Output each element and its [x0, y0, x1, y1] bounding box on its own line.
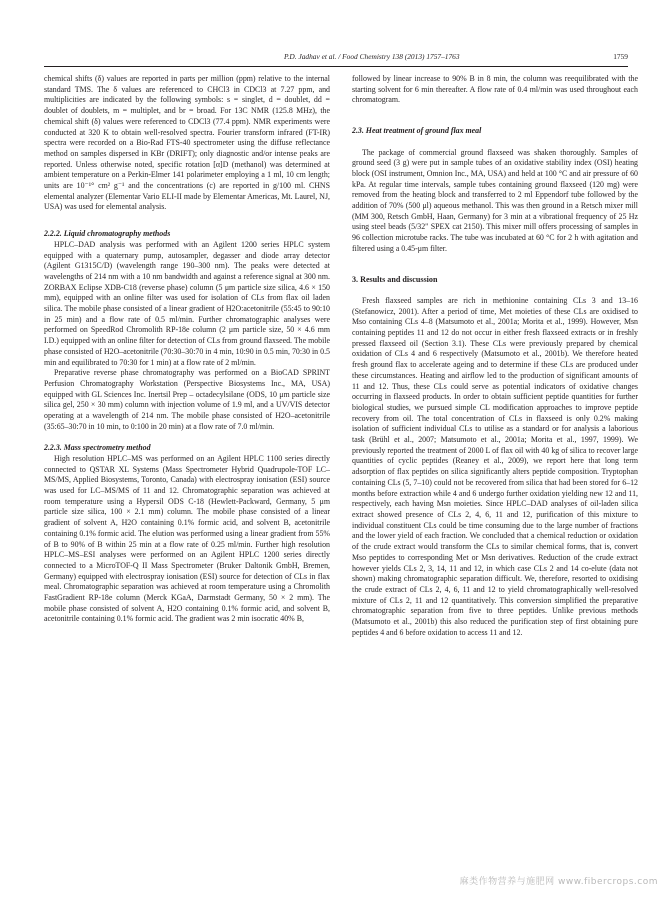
paragraph-results-discussion: Fresh flaxseed samples are rich in methionine containing CLs 3 and 13–16 (Stefanowicz, 2001). After a period of time, Met moieties of these CLs are oxidised to Mso containing CLs 4–8 (Matsumoto et al., 2001a; Morita et al., 1999). However, Msn containing peptides 11 and 12 do not occur in either fresh flaxseed extracts or in freshly pressed flaxseed oil (Section 3.1). These CLs were previously prepared by chemical oxidation of CLs 4 and 6 respectively (Matsumoto et al., 2001b). We therefore heated fresh ground flax to accelerate ageing and to determine if these CLs are produced under these circumstances. Heating and airflow led to the production of significant amounts of 11 and 12. Thus, these CLs could serve as potential indicators of oxidative changes occurring in flaxseed products. In order to obtain sufficient peptide quantities for further biological studies, we pursued simple CL modification approaches to improve peptide recovery from oil. The total concentration of CLs in flaxseed is only 0.2% making isolation of sufficient individual CLs to utilise as a standard or for analysis a laborious task (Brühl et al., 2007; Matsumoto et al., 2001a; Morita et al., 1997, 1999). We previously reported the treatment of 2000 L of flax oil with 40 kg of silica to recover large quantities of cyclic peptides (Reaney et al., 2009), we report here that long term adsorption of flax peptides on silica significantly alters peptide composition. Tryptophan containing CLs (5, 7–10) could not be recovered from silica that had been stored for 6–12 months before extraction while 4 and 6 undergo further oxidation yielding new 12 and 11, respectively, each having Msn moieties. Since HPLC–DAD analyses of oil-laden silica extract showed presence of CLs 2, 4, 6, 11 and 12, purification of this mixture to individual constituent CLs could be time consuming due to the large number of fractions and the lower yield of each fraction. We concluded that a chemical reduction or oxidation of the crude extract would transform the CLs to similar chemical forms, that is, convert Mso peptides to corresponding Met or Msn derivatives. Reduction of the crude extract however yields CLs 2, 3, 14, 11 and 12, in which case CLs 2 and 14 co-elute (data not shown) making chromatographic separation difficult. We, therefore, resorted to oxidising the crude extract of CLs 2, 4, 6, 11 and 12 to yield chromatographically well-resolved mixture of CLs 2, 11 and 12 quantitatively. This conversion simplified the preparative chromatographic separation from five to three peptides. Unlike previous methods (Matsumoto et al., 2001b) this also reduced the purification step of first obtaining pure peptides 4 and 6 before oxidation to access 11 and 12. [352, 295, 638, 637]
running-header [44, 50, 628, 64]
right-column [352, 74, 638, 638]
journal-citation: P.D. Jadhav et al. / Food Chemistry 138 (2013) 1757–1763 [284, 52, 460, 61]
section-heading-3: 3. Results and discussion [352, 274, 438, 284]
paragraph-preparative-chromatography: Preparative reverse phase chromatography was performed on a BioCAD SPRINT Perfusion Chromatography Workstation (Perspective Biosystems Inc., MA, USA) equipped with GL Sciences Inc. Inertsil Prep – octadecylsilane (ODS, 10 μm particle size silica gel, 250 × 30 mm) column with injection volume of 1.9 ml, and a UV/VIS detector operating at a wavelength of 214 nm. The mobile phase consisted of H2O–acetonitrile (35:65–30:70 in 10 min, to 0:100 in 20 min) at a flow rate of 7.0 ml/min. [44, 368, 330, 431]
section-heading-2-2-3: 2.2.3. Mass spectrometry method [44, 443, 151, 453]
paragraph-gradient-continued: followed by linear increase to 90% B in 8 min, the column was reequilibrated with the starting solvent for 6 min thereafter. A flow rate of 0.4 ml/min was used throughout each chromatogram. [352, 74, 638, 105]
page-number: 1759 [613, 52, 628, 61]
paragraph-mass-spectrometry: High resolution HPLC–MS was performed on an Agilent HPLC 1100 series directly connected to QSTAR XL Systems (Mass Spectrometer Hybrid Quadrupole-TOF LC–MS/MS, Applied Biosystems, Toronto, Canada) with electrospray ionisation (ESI) source was used for LC–MS/MS of 11 and 12. Chromatographic separation was achieved at room temperature using a Hypersil ODS C-18 (Hewlett-Packward, Germany, 5 μm particle size silica, 100 × 2.1 mm) column. The mobile phase consisted of a linear gradient of solvent A, H2O containing 0.1% formic acid, and solvent B, acetonitrile containing 0.1% formic acid. The elution was performed using a linear gradient from 55% of B to 90% of B within 25 min at a flow rate of 0.25 ml/min. Further high resolution HPLC–MS–ESI analyses were performed on an Agilent HPLC 1200 series directly connected to a MicroTOF-Q II Mass Spectrometer (Bruker Daltonik GmbH, Bremen, Germany) equipped with electrospray ionisation (ESI) source for detection of CLs in flax meal. Chromatographic separation was achieved at room temperature using a Chromolith FastGradient RP-18e column (Merck KGaA, Darmstadt Germany, 50 × 2 mm). The mobile phase consisted of solvent A, H2O containing 0.1% formic acid, and solvent B, acetonitrile containing 0.1% formic acid. The gradient was 2 min isocratic 40% B, [44, 453, 330, 624]
paragraph-heat-treatment: The package of commercial ground flaxseed was shaken thoroughly. Samples of ground seed (3 g) were put in sample tubes of an oxidative stability index (OSI) heating block (OSI instrument, Omnion Inc., MA, USA) and held at 100 °C and air pressure of 60 kPa. At regular time intervals, sample tubes containing ground flaxseed (120 mg) were removed from the heating block and transferred to 2 ml Eppendorf tube followed by the addition of 70% (500 μl) aqueous methanol. This was then ground in a Retsch mixer mill (MM 300, Retsch GmbH, Haan, Germany) for 3 min at a vibrational frequency of 25 Hz using steel beads (5/32" SPEX cat 2150). This mixer mill offers processing of samples in 96 collection microtube racks. The tube was incubated at 60 °C for 2 h with agitation and filtered using a 0.45-μm filter. [352, 147, 638, 253]
watermark: 麻类作物营养与施肥网 www.fibercrops.com [459, 877, 658, 887]
paragraph-hplc-dad: HPLC–DAD analysis was performed with an Agilent 1200 series HPLC system equipped with a quaternary pump, autosampler, degasser and diode array detector (Agilent G1315C/D) (wavelength range 190–300 nm). The peaks were detected at wavelengths of 214 nm with a 10 nm bandwidth and against a reference signal at 300 nm. ZORBAX Eclipse XDB-C18 (reverse phase) column (5 μm particle size silica, 4.6 × 150 mm), equipped with an online filter was used for isolation of CLs from flax oil laden silica. The mobile phase consisted of a linear gradient of H2O:acetonitrile (55:45 to 90:10 in 25 min) and a flow rate of 0.5 ml/min. Further chromatographic analyses were performed on SpeedRod Chromolith RP-18e column (2 μm particle size, 50 × 4.6 mm I.D.) equipped with an online filter for detection of CLs from ground flaxseed. The mobile phase consisted of H2O–acetonitrile (70:30–30:70 in 4 min, 10:90 in 0.5 min, 70:30 in 0.5 min and equilibrated to 70:30 for 1 min) at a flow rate of 2 ml/min. [44, 239, 330, 367]
section-heading-2-3: 2.3. Heat treatment of ground flax meal [352, 126, 482, 136]
left-column [44, 74, 330, 625]
section-heading-2-2-2: 2.2.2. Liquid chromatography methods [44, 229, 171, 239]
header-rule [44, 66, 628, 67]
paragraph-nmr-ir: chemical shifts (δ) values are reported in parts per million (ppm) relative to the internal standard TMS. The δ values are referenced to CHCl3 in CDCl3 at 7.27 ppm, and multiplicities are indicated by the following symbols: s = singlet, d = doublet, dd = doublet of doublets, m = multiplet, and br = broad. For 13C NMR (125.8 MHz), the chemical shift (δ) values were referenced to CDCl3 (77.4 ppm). NMR experiments were conducted at 320 K to obtain well-resolved spectra. Fourier transform infrared (FT-IR) spectra were recorded on a Bio-Rad FTS-40 spectrometer using the diffuse reflectance method on samples dispersed in KBr (DRIFT); only diagnostic and/or intense peaks are reported. Unless otherwise noted, specific rotation [α]D (methanol) was determined at ambient temperature on a Perkin-Elmer 141 polarimeter employing a 1 ml, 10 cm length; units are 10⁻¹° cm² g⁻¹ and the concentrations (c) are reported in g/100 ml. CHNS elemental analyzer (Elementar Vario ELI-II made by Elementar Americas, Mt. Laurel, NJ, USA) was used for elemental analysis. [44, 74, 330, 212]
